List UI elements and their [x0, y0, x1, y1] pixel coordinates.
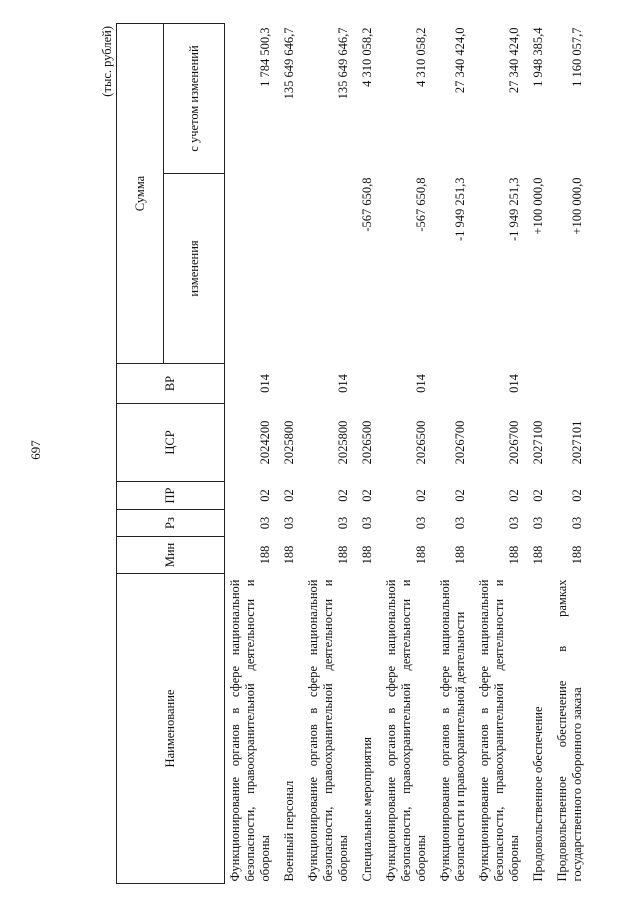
row-name: Функционирование органов в сфере национальной безопасности и правоохранительной деятельности: [438, 579, 467, 882]
row-min: 188: [282, 545, 296, 565]
row-vr: 014: [507, 374, 521, 393]
header-sum: Сумма: [117, 24, 164, 364]
units-label: (тыс. рублей): [100, 26, 114, 97]
row-name: Функционирование органов в сфере национальной безопасности, правоохранительной деятельности и обороны: [477, 579, 521, 882]
row-pr: 02: [336, 489, 350, 502]
table-row: [552, 24, 591, 884]
row-csr: 2026500: [360, 420, 374, 465]
rotated-page-content: [98, 24, 638, 884]
row-pr: 02: [453, 489, 467, 502]
row-csr: 2026700: [453, 420, 467, 465]
row-csr: 2027101: [570, 420, 584, 465]
row-csr: 2025800: [282, 420, 296, 465]
row-change: +100 000,0: [570, 177, 584, 235]
row-change: +100 000,0: [531, 177, 545, 235]
table-row: [357, 24, 381, 884]
row-change: -1 949 251,3: [507, 177, 521, 242]
row-rz: 03: [360, 516, 374, 530]
table-row: [225, 24, 280, 884]
row-pr: 02: [570, 489, 584, 502]
row-name: Функционирование органов в сфере национальной безопасности, правоохранительной деятельности и обороны: [306, 579, 350, 882]
row-change: -1 949 251,3: [453, 177, 467, 242]
row-total: 27 340 424,0: [453, 27, 467, 94]
row-pr: 02: [360, 489, 374, 502]
row-name: Продовольственное обеспечение: [531, 706, 545, 882]
row-rz: 03: [414, 516, 428, 530]
row-rz: 03: [258, 516, 272, 530]
row-vr: 014: [414, 374, 428, 393]
table-row: [474, 24, 528, 884]
row-pr: 02: [414, 489, 428, 502]
table-row: [279, 24, 303, 884]
row-rz: 03: [453, 516, 467, 530]
row-name: Функционирование органов в сфере национальной безопасности, правоохранительной деятельности и обороны: [228, 579, 272, 882]
budget-table: [116, 23, 591, 884]
table-body: [225, 24, 592, 884]
row-vr: [552, 364, 591, 404]
row-vr: 014: [336, 374, 350, 393]
row-pr: 02: [507, 489, 521, 502]
row-csr: 2026700: [507, 420, 521, 465]
row-name: Специальные мероприятия: [360, 736, 374, 882]
header-pr: ПР: [117, 482, 225, 510]
row-vr: 014: [258, 374, 272, 393]
row-min: 188: [570, 545, 584, 565]
header-vr: ВР: [117, 364, 225, 404]
row-total: 135 649 646,7: [336, 27, 350, 100]
row-csr: 2027100: [531, 420, 545, 465]
row-vr: [528, 364, 552, 404]
row-total: 135 649 646,7: [282, 27, 296, 100]
row-rz: 03: [336, 516, 350, 530]
row-min: 188: [360, 545, 374, 565]
row-pr: 02: [282, 489, 296, 502]
table-row: [528, 24, 552, 884]
row-name: Военный персонал: [282, 780, 296, 882]
header-with-change: с учетом изменений: [164, 24, 225, 174]
row-change: [225, 174, 280, 364]
header-rz: Рз: [117, 510, 225, 537]
table-row: [303, 24, 357, 884]
row-csr: 2025800: [336, 420, 350, 465]
row-min: 188: [336, 545, 350, 565]
row-change: [279, 174, 303, 364]
row-total: 1 160 057,7: [570, 27, 584, 87]
row-vr: [435, 364, 474, 404]
row-total: 1 784 500,3: [258, 27, 272, 87]
row-name: Продовольственное обеспечение в рамках государственного оборонного заказа: [555, 579, 584, 882]
row-vr: [279, 364, 303, 404]
row-change: -567 650,8: [414, 177, 428, 232]
table-row: [381, 24, 435, 884]
row-min: 188: [453, 545, 467, 565]
row-pr: 02: [258, 489, 272, 502]
row-rz: 03: [570, 516, 584, 530]
row-total: 27 340 424,0: [507, 27, 521, 94]
row-name: Функционирование органов в сфере национальной безопасности, правоохранительной деятельности и обороны: [384, 579, 428, 882]
row-change: [303, 174, 357, 364]
row-min: 188: [531, 545, 545, 565]
table-row: [435, 24, 474, 884]
header-min: Мин: [117, 537, 225, 574]
page-number: 697: [28, 440, 43, 460]
row-total: 1 948 385,4: [531, 27, 545, 87]
row-rz: 03: [531, 516, 545, 530]
row-csr: 2024200: [258, 420, 272, 465]
row-total: 4 310 058,2: [414, 27, 428, 87]
row-pr: 02: [531, 489, 545, 502]
row-rz: 03: [282, 516, 296, 530]
header-csr: ЦСР: [117, 404, 225, 482]
row-min: 188: [507, 545, 521, 565]
header-name: Наименование: [117, 574, 225, 884]
row-rz: 03: [507, 516, 521, 530]
row-min: 188: [258, 545, 272, 565]
row-total: 4 310 058,2: [360, 27, 374, 87]
row-min: 188: [414, 545, 428, 565]
row-csr: 2026500: [414, 420, 428, 465]
row-change: -567 650,8: [360, 177, 374, 232]
row-vr: [357, 364, 381, 404]
table-header-row: [117, 24, 164, 884]
header-change: изменения: [164, 174, 225, 364]
